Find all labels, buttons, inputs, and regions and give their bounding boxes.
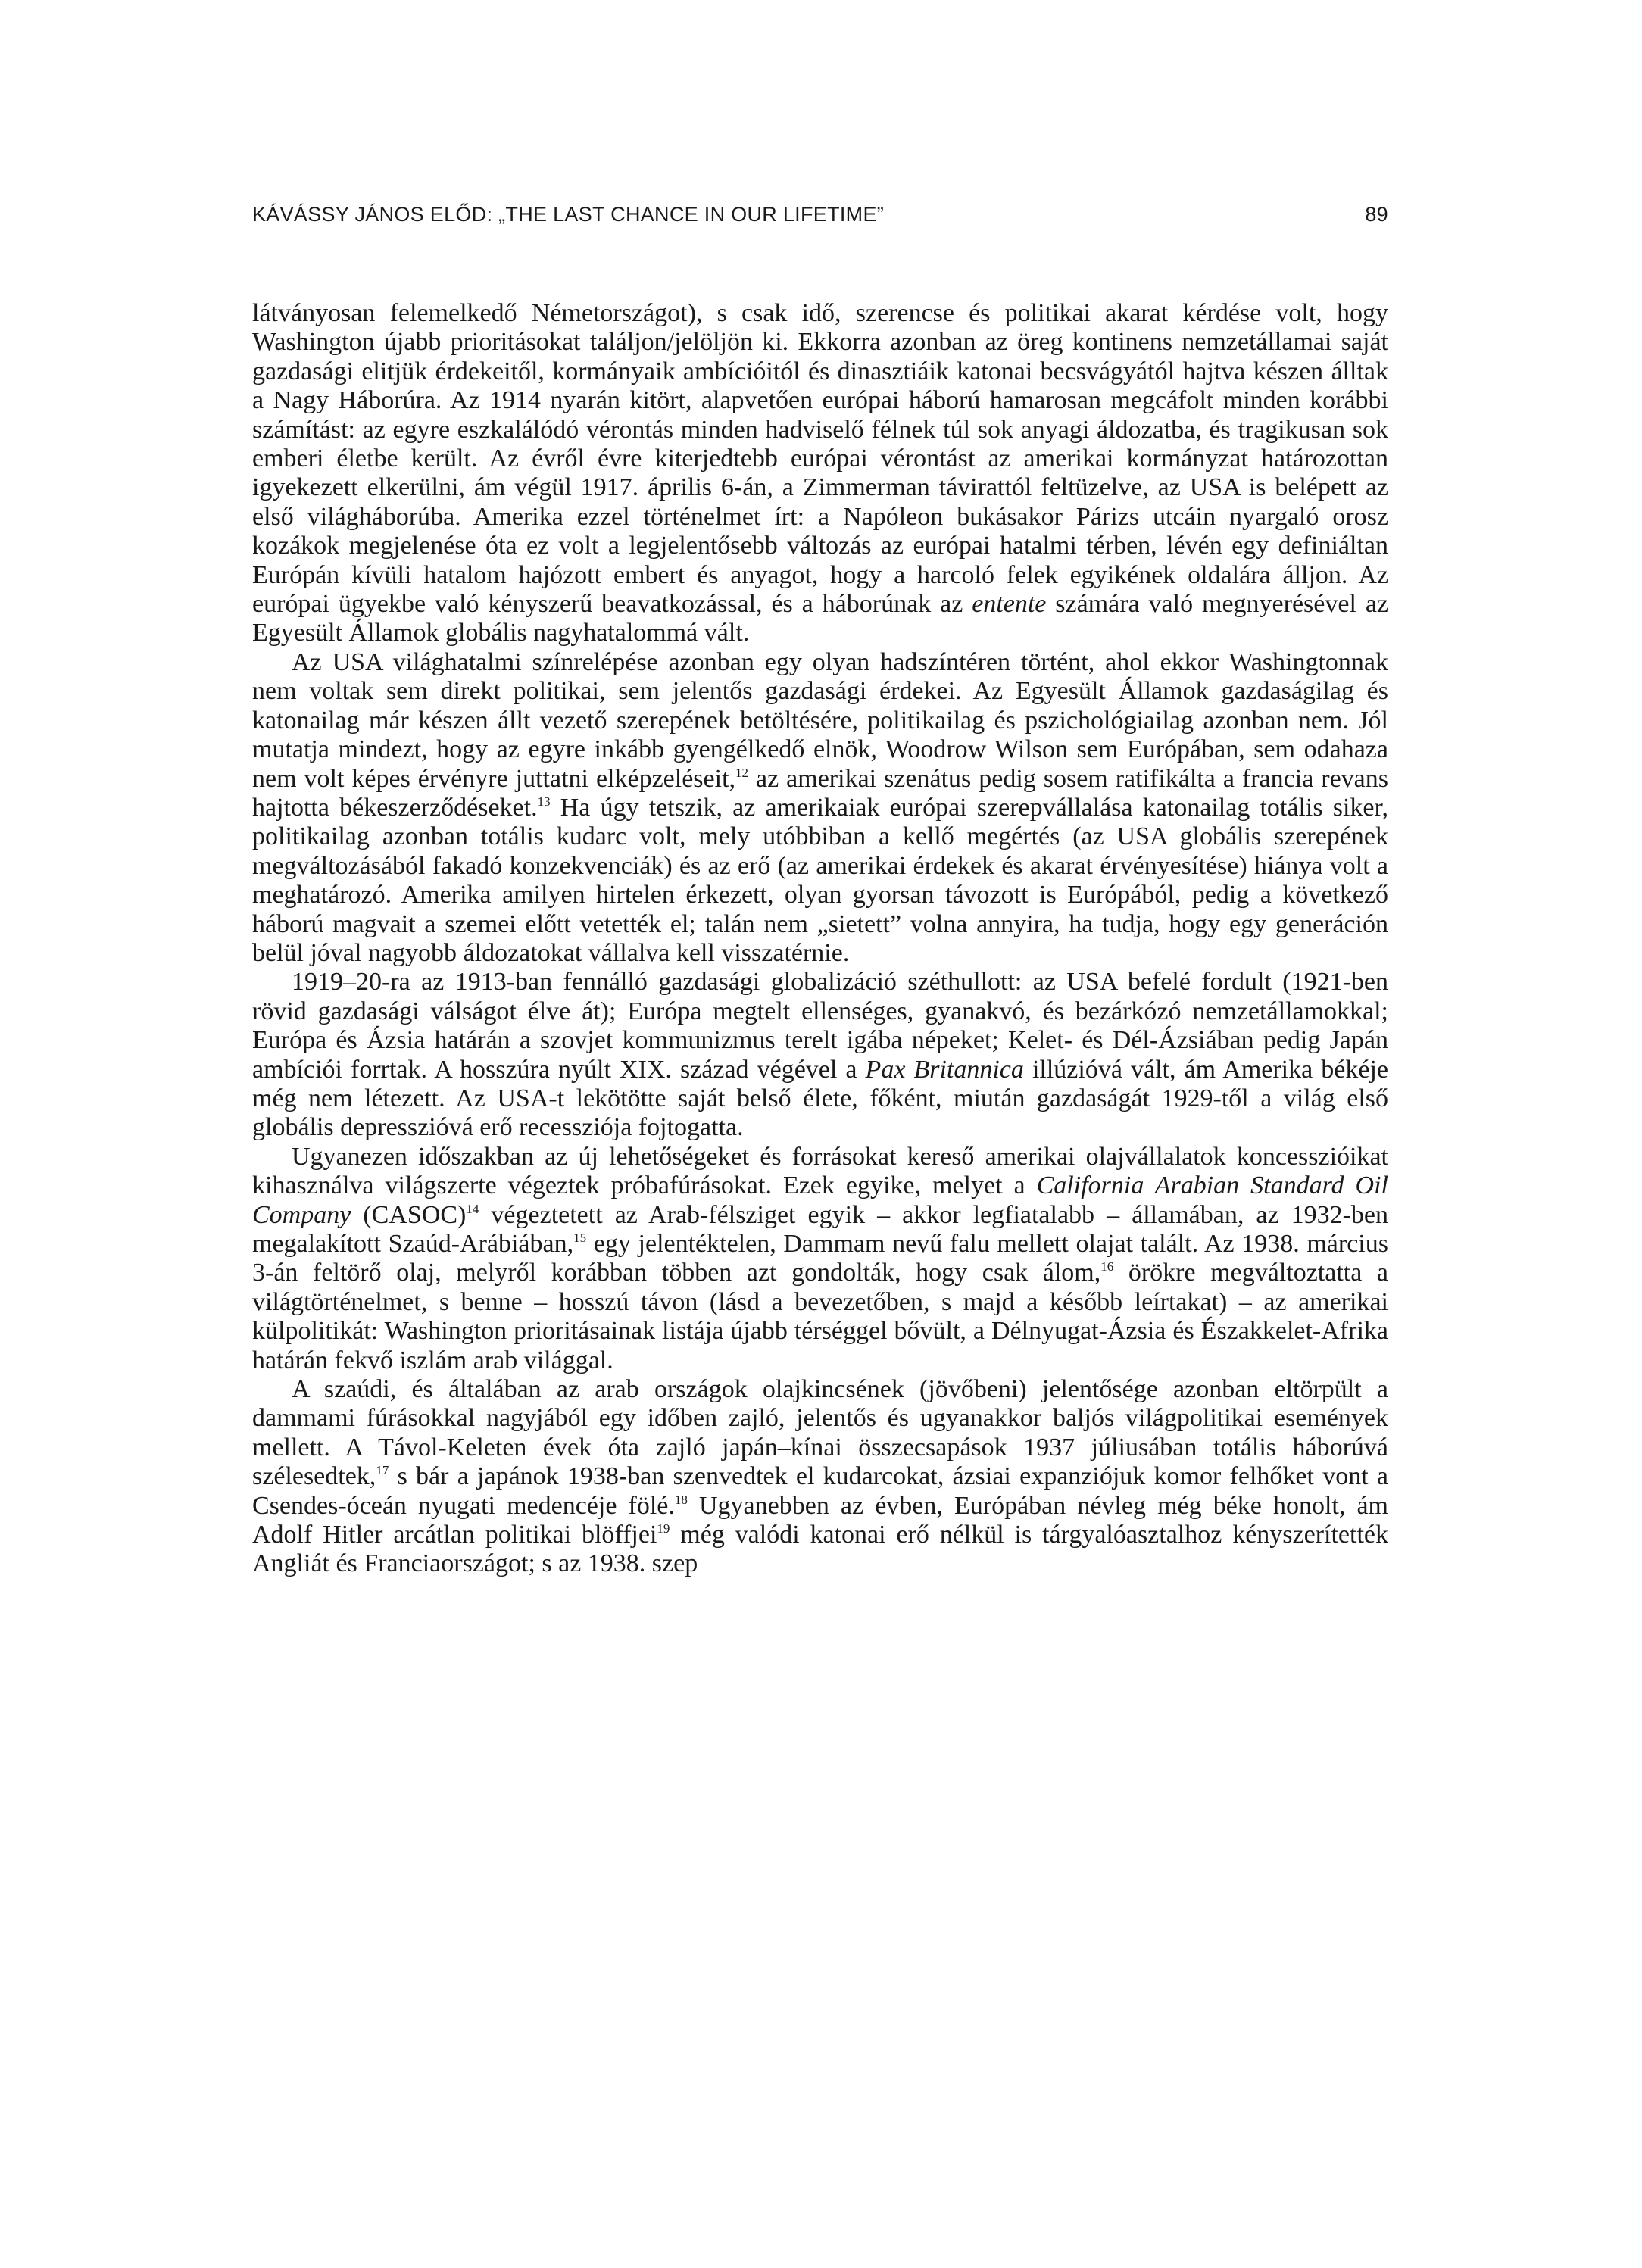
text-run: (CASOC): [351, 1200, 467, 1229]
running-header: [252, 203, 1388, 233]
text-run: látványosan felemelkedő Németországot), s csak idő, szerencse és politikai akarat kérdése volt, hogy Washington újabb prioritásokat találjon/jelöljön ki. Ekkorra azonban az öreg kontinens nemzetállamai saját gazdasági elitjük érdekeitől, kormányaik ambícióitól és dinasztiáik katonai becsvágyától hajtva készen álltak a Nagy Háborúra. Az 1914 nyarán kitört, alapvetően európai háború hamarosan megcáfolt minden korábbi számítást: az egyre eszkalálódó vérontás minden hadviselő félnek túl sok anyagi áldozatba, és tragikusan sok emberi életbe került. Az évről évre kiterjedtebb európai vérontást az amerikai kormányzat határozottan igyekezett elkerülni, ám végül 1917. április 6-án, a Zimmerman távirattól feltüzelve, az USA is belépett az első világháborúba. Amerika ezzel történelmet írt: a Napóleon bukásakor Párizs utcáin nyargaló orosz kozákok megjelenése óta ez volt a legjelentősebb változás az európai hatalmi térben, lévén egy definiáltan Európán kívüli hatalom hajózott embert és anyagot, hogy a harcoló felek egyikének oldalára álljon. Az európai ügyekbe való kényszerű beavatkozással, és a háborúnak az: [252, 299, 1388, 619]
body-text: [252, 299, 1388, 1579]
text-run: számára való megnyerésével az Egyesült Államok globális nagyhatalommá vált.: [252, 590, 1389, 647]
running-title: KÁVÁSSY JÁNOS ELŐD: „THE LAST CHANCE IN OUR LIFETIME”: [252, 203, 885, 226]
footnote-ref: 18: [674, 1492, 688, 1507]
footnote-ref: 19: [657, 1521, 670, 1536]
text-run: s bár a japánok 1938-ban szenvedtek el kudarcokat, ázsiai expanziójuk komor felhőket vont a Csendes-óceán nyugati medencéje fölé.: [252, 1462, 1388, 1520]
paragraph: [252, 1143, 1388, 1375]
page-number: 89: [1365, 203, 1388, 226]
text-run: 1919–20-ra az 1913-ban fennálló gazdasági globalizáció széthullott: az USA befelé fordult (1921-ben rövid gazdasági válságot élve át); Európa megtelt ellenséges, gyanakvó, és bezárkózó nemzetállamokkal; Európa és Ázsia határán a szovjet kommunizmus terelt igába népeket; Kelet- és Dél-Ázsiában pedig Japán ambíciói forrtak. A hosszúra nyúlt XIX. század végével a: [252, 968, 1388, 1084]
footnote-ref: 15: [573, 1231, 587, 1245]
italic-term: California Arabian Standard Oil Company: [252, 1171, 1388, 1229]
text-run: Az USA világhatalmi színrelépése azonban egy olyan hadszíntéren történt, ahol ekkor Washingtonnak nem voltak sem direkt politikai, sem jelentős gazdasági érdekei. Az Egyesült Államok gazdaságilag és katonailag már készen állt vezető szerepének betöltésére, politikailag és pszichológiailag azonban nem. Jól mutatja mindezt, hogy az egyre inkább gyengélkedő elnök, Woodrow Wilson sem Európában, sem odahaza nem volt képes érvényre juttatni elképzeléseit,: [252, 647, 1388, 793]
footnote-ref: 17: [376, 1463, 389, 1478]
footnote-ref: 16: [1100, 1259, 1114, 1274]
footnote-ref: 12: [735, 765, 749, 780]
footnote-ref: 14: [466, 1201, 479, 1216]
paragraph: [252, 968, 1388, 1142]
paragraph: [252, 648, 1388, 968]
text-run: Ugyanebben az évben, Európában névleg még béke honolt, ám Adolf Hitler arcátlan politikai blöffjei: [252, 1491, 1388, 1549]
italic-term: entente: [972, 590, 1047, 619]
text-run: A szaúdi, és általában az arab országok olajkincsének (jövőbeni) jelentősége azonban eltörpült a dammami fúrásokkal nagyjából egy időben zajló, jelentős és ugyanakkor baljós világpolitikai események mellett. A Távol-Keleten évek óta zajló japán–kínai összecsapások 1937 júliusában totális háborúvá szélesedtek,: [252, 1375, 1388, 1491]
text-run: végeztetett az Arab-félsziget egyik – akkor legfiatalabb – államában, az 1932-ben megalakított Szaúd-Arábiában,: [252, 1200, 1388, 1258]
text-run: még valódi katonai erő nélkül is tárgyalóasztalhoz kényszerítették Angliát és Franciaországot; s az 1938. szep: [252, 1521, 1388, 1578]
text-run: az amerikai szenátus pedig sosem ratifikálta a francia revans hajtotta békeszerződéseket.: [252, 764, 1388, 822]
footnote-ref: 13: [537, 794, 551, 809]
text-run: egy jelentéktelen, Dammam nevű falu mellett olajat talált. Az 1938. március 3-án feltörő olaj, melyről korábban többen azt gondolták, hogy csak álom,: [252, 1230, 1388, 1287]
text-run: örökre megváltoztatta a világtörténelmet, s benne – hosszú távon (lásd a bevezetőben, s majd a később leírtakat) – az amerikai külpolitikát: Washington prioritásainak listája újabb térséggel bővült, a Délnyugat-Ázsia és Északkelet-Afrika határán fekvő iszlám arab világgal.: [252, 1259, 1389, 1374]
text-run: Ha úgy tetszik, az amerikaiak európai szerepvállalása katonailag totális siker, politikailag azonban totális kudarc volt, mely utóbbiban a kellő megértés (az USA globális szerepének megváltozásából fakadó konzekvenciák) és az erő (az amerikai érdekek és akarat érvényesítése) hiánya volt a meghatározó. Amerika amilyen hirtelen érkezett, olyan gyorsan távozott is Európából, pedig a következő háború magvait a szemei előtt vetették el; talán nem „sietett” volna annyira, ha tudja, hogy egy generáción belül jóval nagyobb áldozatokat vállalva kell visszatérnie.: [252, 793, 1388, 967]
paragraph: [252, 1375, 1388, 1579]
text-run: Ugyanezen időszakban az új lehetőségeket és forrásokat kereső amerikai olajvállalatok koncesszióikat kihasználva világszerte végeztek próbafúrásokat. Ezek egyike, melyet a: [252, 1142, 1388, 1200]
text-run: illúzióvá vált, ám Amerika békéje még nem létezett. Az USA-t lekötötte saját belső élete, főként, miután gazdaságát 1929-től a világ első globális depresszióvá erő recessziója fojtogatta.: [252, 1055, 1389, 1142]
italic-term: Pax Britannica: [865, 1055, 1024, 1084]
paragraph: [252, 299, 1388, 648]
